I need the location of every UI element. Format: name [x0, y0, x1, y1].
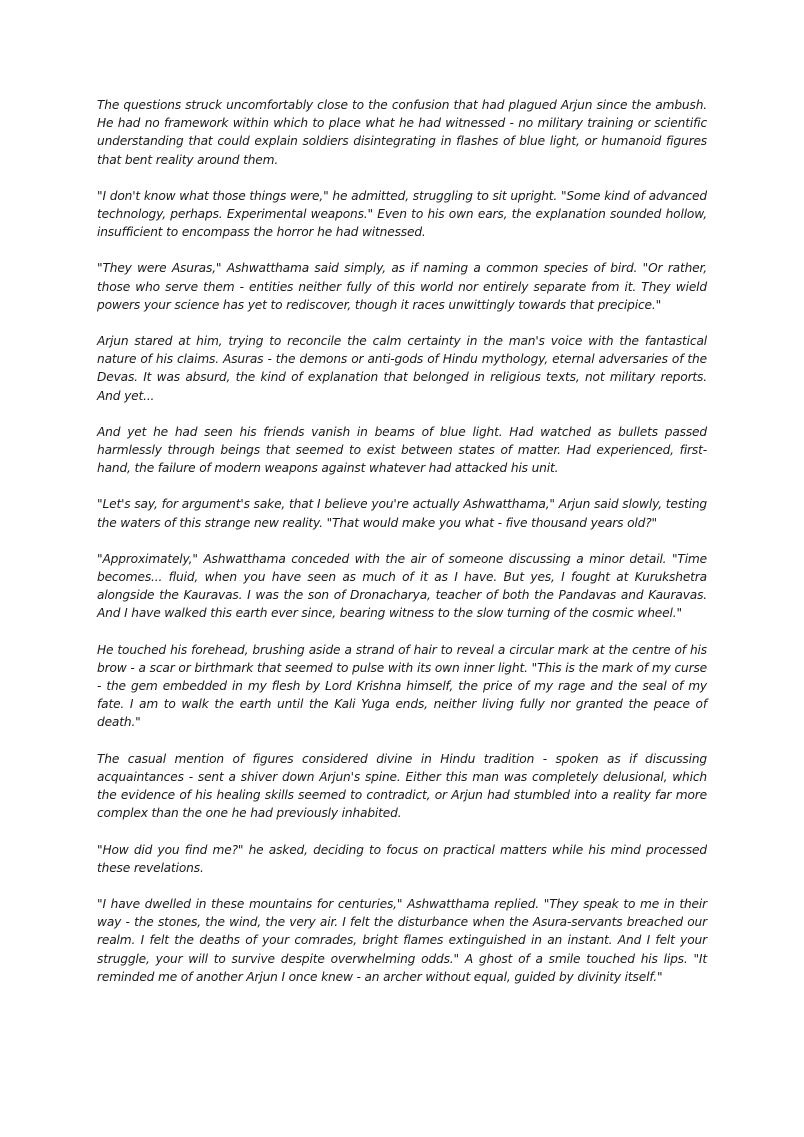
paragraph: And yet he had seen his friends vanish in beams of blue light. Had watched as bullets passed harmlessly through beings that seemed to exist between states of matter. Had experienced, first-hand, the failure of modern weapons against whatever had attacked his unit. — [97, 424, 707, 476]
paragraph: The questions struck uncomfortably close to the confusion that had plagued Arjun since the ambush. He had no framework within which to place what he had witnessed - no military training or scientific understanding that could explain soldiers disintegrating in flashes of blue light, or humanoid figures that bent reality around them. — [97, 98, 707, 167]
paragraph: Arjun stared at him, trying to reconcile the calm certainty in the man's voice with the fantastical nature of his claims. Asuras - the demons or anti-gods of Hindu mythology, eternal adversaries of the Devas. It was absurd, the kind of explanation that belonged in religious texts, not military reports. And yet... — [97, 334, 707, 403]
paragraph: "Approximately," Ashwatthama conceded with the air of someone discussing a minor detail. "Time becomes... fluid, when you have seen as much of it as I have. But yes, I fought at Kurukshetra alongside the Kauravas. I was the son of Dronacharya, teacher of both the Pandavas and Kauravas. And I have walked this earth ever since, bearing witness to the slow turning of the cosmic wheel." — [97, 551, 707, 621]
paragraph: He touched his forehead, brushing aside a strand of hair to reveal a circular mark at the centre of his brow - a scar or birthmark that seemed to pulse with its own inner light. "This is the mark of my curse - the gem embedded in my flesh by Lord Krishna himself, the price of my rage and the seal of my fate. I am to walk the earth until the Kali Yuga ends, neither living fully nor granted the peace of death." — [97, 642, 707, 730]
paragraph: "I don't know what those things were," he admitted, struggling to sit upright. "Some kind of advanced technology, perhaps. Experimental weapons." Even to his own ears, the explanation sounded hollow, insufficient to encompass the horror he had witnessed. — [97, 188, 707, 240]
document-page — [97, 96, 707, 1004]
paragraph: The casual mention of figures considered divine in Hindu tradition - spoken as if discussing acquaintances - sent a shiver down Arjun's spine. Either this man was completely delusional, which the evidence of his healing skills seemed to contradict, or Arjun had stumbled into a reality far more complex than the one he had previously inhabited. — [97, 751, 707, 821]
paragraph: "They were Asuras," Ashwatthama said simply, as if naming a common species of bird. "Or rather, those who serve them - entities neither fully of this world nor entirely separate from it. They wield powers your science has yet to rediscover, though it races unwittingly towards that precipice." — [97, 261, 707, 312]
paragraph: "How did you find me?" he asked, deciding to focus on practical matters while his mind processed these revelations. — [97, 842, 707, 875]
paragraph: "I have dwelled in these mountains for centuries," Ashwatthama replied. "They speak to me in their way - the stones, the wind, the very air. I felt the disturbance when the Asura-servants breached our realm. I felt the deaths of your comrades, bright flames extinguished in an instant. And I felt your struggle, your will to survive despite overwhelming odds." A ghost of a smile touched his lips. "It reminded me of another Arjun I once knew - an archer without equal, guided by divinity itself." — [97, 896, 707, 984]
paragraph: "Let's say, for argument's sake, that I believe you're actually Ashwatthama," Arjun said slowly, testing the waters of this strange new reality. "That would make you what - five thousand years old?" — [97, 497, 707, 530]
